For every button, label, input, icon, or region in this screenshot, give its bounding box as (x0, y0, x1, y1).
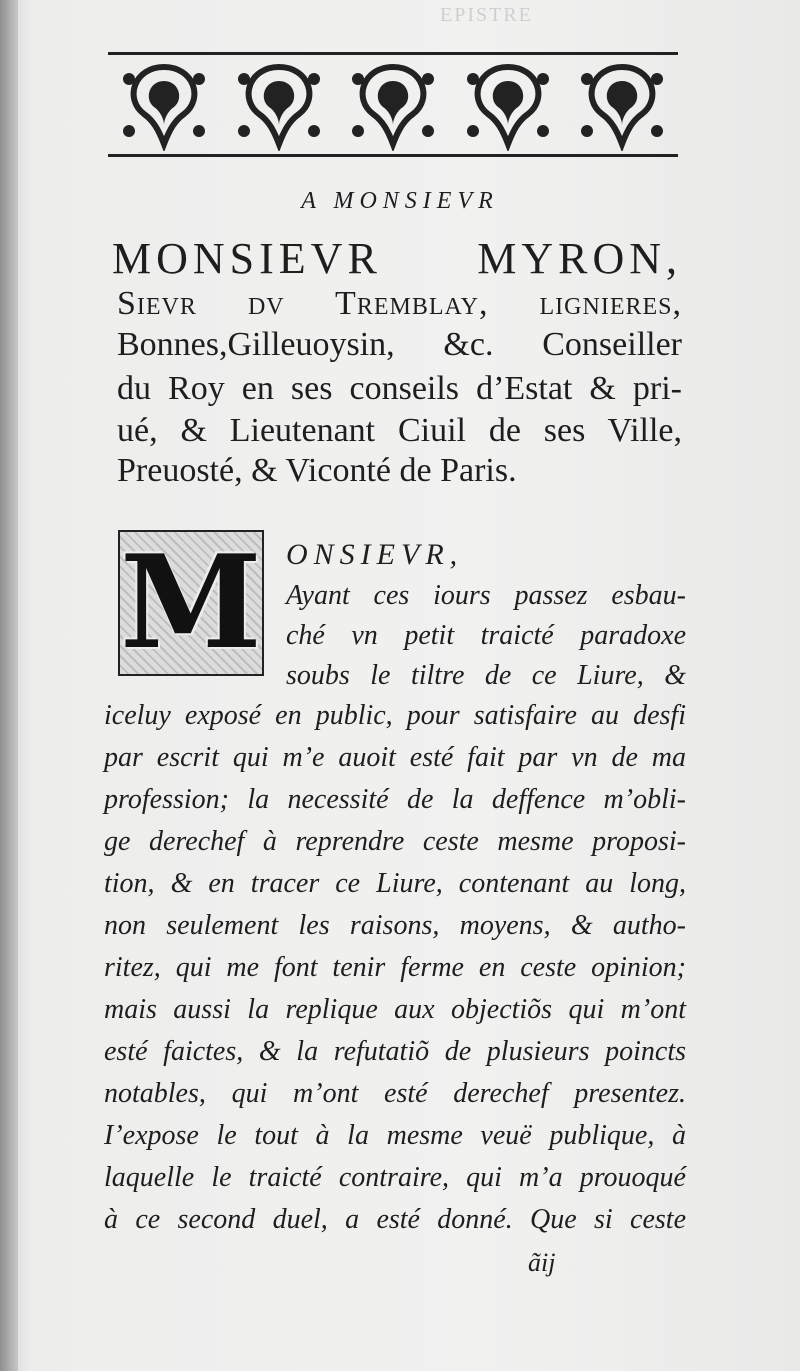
title-line: ué, & Lieutenant Ciuil de ses Ville, (117, 412, 682, 449)
body-line: notables, qui m’ont esté derechef presentez. (104, 1078, 686, 1109)
body-line: ritez, qui me font tenir ferme en ceste opinion; (104, 952, 686, 983)
body-line: soubs le tiltre de ce Liure, & (286, 660, 686, 691)
title-line: Sievr dv Tremblay, lignieres, (117, 285, 682, 322)
body-line: esté faictes, & la refutatiõ de plusieurs poincts (104, 1036, 686, 1067)
drop-cap-letter: M (120, 528, 262, 678)
dedication-heading: A MONSIEVR (301, 188, 499, 214)
ornament-motif-icon (572, 59, 672, 151)
decorated-initial (118, 530, 264, 676)
body-line: ché vn petit traicté paradoxe (286, 620, 686, 651)
decorative-header-ornament (108, 52, 678, 157)
body-line: profession; la necessité de la deffence m’obli- (104, 784, 686, 815)
ornament-motif-icon (458, 59, 558, 151)
signature-mark: ãij (528, 1248, 556, 1277)
body-line: par escrit qui m’e auoit esté fait par vn de ma (104, 742, 686, 773)
ornament-motif-icon (229, 59, 329, 151)
body-line: Ayant ces iours passez esbau- (286, 580, 686, 611)
ornament-motif-icon (343, 59, 443, 151)
body-line: à ce second duel, a esté donné. Que si ceste (104, 1204, 686, 1235)
body-line: ge derechef à reprendre ceste mesme proposi- (104, 826, 686, 857)
body-line: mais aussi la replique aux objectiõs qui m’ont (104, 994, 686, 1025)
salutation: ONSIEVR, (286, 538, 464, 571)
body-line: laquelle le traicté contraire, qui m’a prouoqué (104, 1162, 686, 1193)
dedicatee-name: MONSIEVR MYRON, (112, 234, 682, 283)
title-line: du Roy en ses conseils d’Estat & pri- (117, 370, 682, 407)
body-line: I’expose le tout à la mesme veuë publique, à (104, 1120, 686, 1151)
bleed-through-text: EPISTRE (440, 4, 533, 26)
body-line: tion, & en tracer ce Liure, contenant au long, (104, 868, 686, 899)
title-line: Bonnes,Gilleuoysin, &c. Conseiller (117, 326, 682, 363)
title-line: Preuosté, & Viconté de Paris. (117, 452, 517, 489)
ornament-motif-icon (114, 59, 214, 151)
body-line: non seulement les raisons, moyens, & autho- (104, 910, 686, 941)
body-line: iceluy exposé en public, pour satisfaire au desfi (104, 700, 686, 731)
